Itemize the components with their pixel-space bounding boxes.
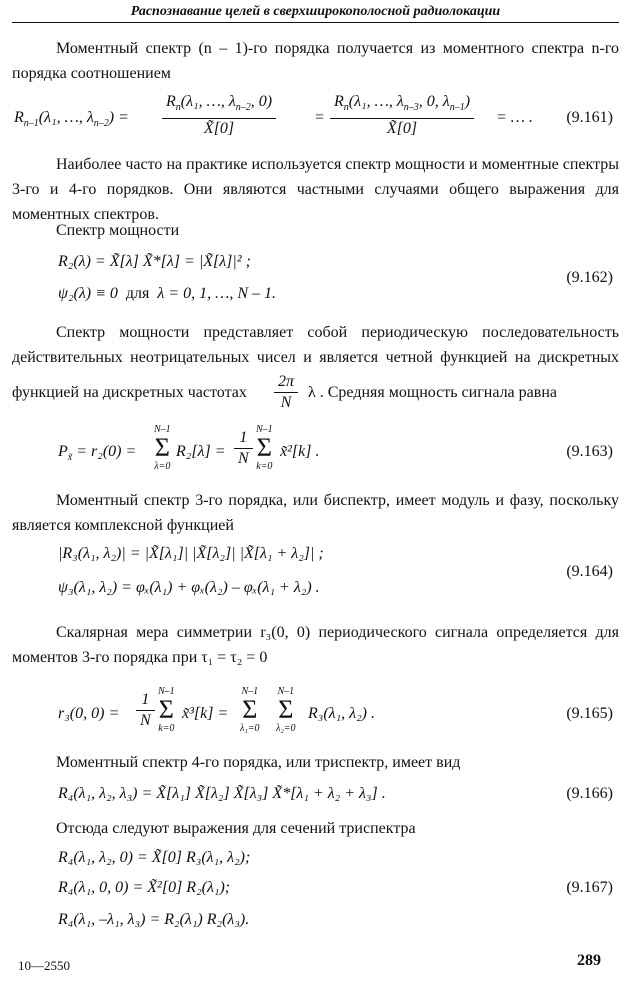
footer-signature: 10—2550 [18, 958, 70, 973]
paragraph-6: Скалярная мера симметрии r₃(0, 0) периодического сигнала определяется для моментов 3-го порядка при τ₁ = τ₂ = 0 [12, 624, 619, 666]
equation-9-162: R₂(λ) = X̃[λ] X̃*[λ] = |X̃[λ]|² ; ψ₂(λ) ≡ 0 для λ = 0, 1, …, N – 1. (9.162) [58, 253, 613, 302]
equation-9-161: $R_{n-1}(\lambda_1$, …, $\lambda_{n-2}$) = $\frac{R_n(\lambda_1, \dots, \lambda_{n-2}, 0)}{X̃[0]}$ = $\frac{R_n(\lambda_1, \dots, \lambda_{n-3}, 0, \lambda_{n-1})}{X̃[0]}$ = … . (9.161) [14, 93, 613, 138]
paragraph-5: Моментный спектр 3-го порядка, или биспектр, имеет модуль и фазу, поскольку является комплексной функцией [12, 492, 619, 534]
paragraph-8: Отсюда следуют выражения для сечений триспектра [56, 820, 416, 837]
paragraph-2: Наиболее часто на практике используется спектр мощности и моментные спектры 3-го и 4-го порядков. Они являются частными случаями общего выражения для моментных спектров. [12, 156, 619, 223]
paragraph-3: Спектр мощности [56, 222, 180, 239]
paragraph-1: Моментный спектр (n – 1)-го порядка получается из моментного спектра n-го порядка соотношением [12, 40, 619, 82]
equation-9-164: |R₃(λ₁, λ₂)| = |X̃[λ₁]| |X̃[λ₂]| |X̃[λ₁ + λ₂]| ; ψ₃(λ₁, λ₂) = φₓ(λ₁) + φₓ(λ₂) – φₓ(λ₁ + λ₂) . (9.164) [58, 545, 613, 596]
equation-9-166: R₄(λ₁, λ₂, λ₃) = X̃[λ₁] X̃[λ₂] X̃[λ₃] X̃*[λ₁ + λ₂ + λ₃] . (9.166) [58, 785, 613, 802]
equation-9-163: $P_{x̃} = r_2(0)$ = N–1 Σ λ=0 R₂[λ] = $\frac{1}{N}$ N–1 Σ k=0 x̃²[k] . (9.163) [58, 424, 613, 472]
paragraph-7: Моментный спектр 4-го порядка, или триспектр, имеет вид [56, 754, 461, 771]
equation-9-165: r₃(0, 0) = $\frac{1}{N}$ N–1 Σ k=0 x̃³[k] = N–1 Σ λ₁=0 N–1 Σ λ₂=0 R₃(λ₁, λ₂) . (9.165) [58, 686, 613, 734]
equation-9-167: R₄(λ₁, λ₂, 0) = X̃[0] R₃(λ₁, λ₂); R₄(λ₁, 0, 0) = X̃²[0] R₂(λ₁); R₄(λ₁, –λ₁, λ₃) = R₂(λ₁) R₂(λ₃). (9.167) [58, 849, 613, 928]
running-header: Распознавание целей в сверхширокополосной радиолокации [12, 2, 619, 23]
page-number: 289 [577, 952, 601, 969]
paragraph-4: Спектр мощности представляет собой периодическую последовательность действительных неотрицательных чисел и является четной функцией на дискретных [12, 324, 619, 366]
paragraph-4-tail: функцией на дискретных частотах $\frac{2\pi}{N}$ λ . Средняя мощность сигнала равна [12, 373, 557, 411]
